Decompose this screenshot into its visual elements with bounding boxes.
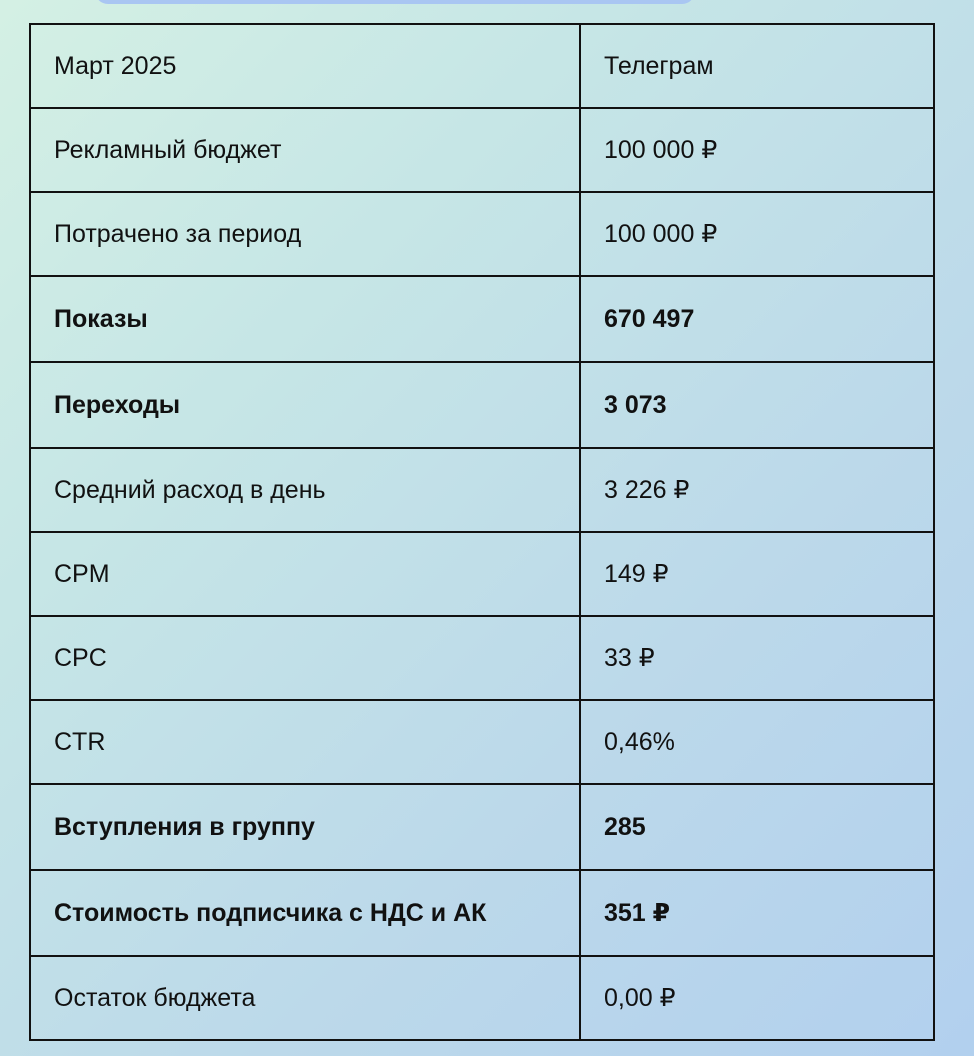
- table-row-joins: [30, 784, 934, 870]
- row-value-clicks: 3 073: [580, 362, 934, 448]
- row-value-spent: 100 000 ₽: [580, 192, 934, 276]
- row-label-clicks: Переходы: [30, 362, 580, 448]
- report-table: [29, 23, 935, 1041]
- table-row-impressions: [30, 276, 934, 362]
- row-value-daily-spend: 3 226 ₽: [580, 448, 934, 532]
- top-banner-pill: [95, 0, 695, 4]
- row-label-budget: Рекламный бюджет: [30, 108, 580, 192]
- row-value-impressions: 670 497: [580, 276, 934, 362]
- row-label-daily-spend: Средний расход в день: [30, 448, 580, 532]
- row-value-subscriber-cost: 351 ₽: [580, 870, 934, 956]
- row-label-ctr: CTR: [30, 700, 580, 784]
- table-row-cpm: [30, 532, 934, 616]
- table-row-budget: [30, 108, 934, 192]
- table-row-daily-spend: [30, 448, 934, 532]
- table-row-ctr: [30, 700, 934, 784]
- row-label-subscriber-cost: Стоимость подписчика с НДС и АК: [30, 870, 580, 956]
- row-value-budget-remaining: 0,00 ₽: [580, 956, 934, 1040]
- table-row-spent: [30, 192, 934, 276]
- table-row-period: [30, 24, 934, 108]
- row-value-cpc: 33 ₽: [580, 616, 934, 700]
- row-label-period: Март 2025: [30, 24, 580, 108]
- table-row-budget-remaining: [30, 956, 934, 1040]
- row-value-budget: 100 000 ₽: [580, 108, 934, 192]
- row-value-channel: Телеграм: [580, 24, 934, 108]
- table-row-subscriber-cost: [30, 870, 934, 956]
- table-row-cpc: [30, 616, 934, 700]
- row-value-joins: 285: [580, 784, 934, 870]
- row-label-budget-remaining: Остаток бюджета: [30, 956, 580, 1040]
- row-label-cpc: CPC: [30, 616, 580, 700]
- row-value-ctr: 0,46%: [580, 700, 934, 784]
- row-label-joins: Вступления в группу: [30, 784, 580, 870]
- row-label-impressions: Показы: [30, 276, 580, 362]
- row-label-spent: Потрачено за период: [30, 192, 580, 276]
- row-value-cpm: 149 ₽: [580, 532, 934, 616]
- row-label-cpm: CPM: [30, 532, 580, 616]
- table-row-clicks: [30, 362, 934, 448]
